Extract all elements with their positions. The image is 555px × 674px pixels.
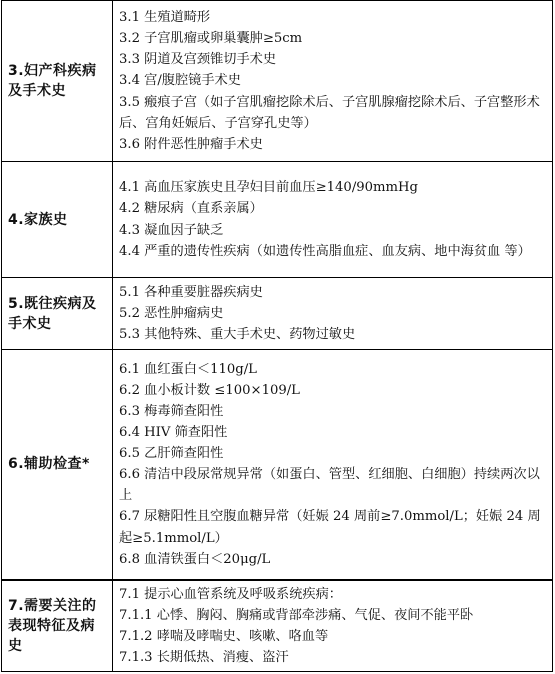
list-item: 6.7 尿糖阳性且空腹血糖异常（妊娠 24 周前≥7.0mmol/L；妊娠 24 周起≥5.1mmol/L） xyxy=(119,509,541,546)
risk-factor-table xyxy=(1,0,553,672)
list-item: 4.3 凝血因子缺乏 xyxy=(119,222,224,238)
list-item: 5.3 其他特殊、重大手术史、药物过敏史 xyxy=(119,327,356,343)
table-row-family-history xyxy=(2,162,553,278)
list-item: 7.1 提示心血管系统及呼吸系统疾病： xyxy=(119,586,342,602)
list-item: 4.2 糖尿病（直系亲属） xyxy=(119,201,263,217)
list-item: 6.5 乙肝筛查阳性 xyxy=(119,446,224,462)
items-cell xyxy=(113,278,553,350)
list-item: 3.4 宫/腹腔镜手术史 xyxy=(119,73,241,89)
list-item: 6.1 血红蛋白＜110g/L xyxy=(119,361,257,377)
table-row-symptoms xyxy=(2,580,553,672)
list-item: 3.3 阴道及宫颈锥切手术史 xyxy=(119,52,277,68)
table-row-past-history xyxy=(2,278,553,350)
list-item: 7.1.1 心悸、胸闷、胸痛或背部牵涉痛、气促、夜间不能平卧 xyxy=(119,607,474,623)
items-cell xyxy=(113,580,553,672)
list-item: 6.8 血清铁蛋白＜20μg/L xyxy=(119,551,271,567)
list-item: 6.3 梅毒筛查阳性 xyxy=(119,403,224,419)
list-item: 4.1 高血压家族史且孕妇目前血压≥140/90mmHg xyxy=(119,180,418,196)
category-cell: 3.妇产科疾病及手术史 xyxy=(2,1,113,162)
category-cell: 6.辅助检查* xyxy=(2,350,113,580)
items-cell xyxy=(113,1,553,162)
list-item: 7.1.3 长期低热、消瘦、盗汗 xyxy=(119,649,289,665)
category-cell: 7.需要关注的表现特征及病史 xyxy=(2,580,113,672)
list-item: 3.1 生殖道畸形 xyxy=(119,10,211,26)
list-item: 3.6 附件恶性肿瘤手术史 xyxy=(119,136,263,152)
items-cell xyxy=(113,350,553,580)
list-item: 6.2 血小板计数 ≤100×109/L xyxy=(119,382,300,398)
table-row-gynecology xyxy=(2,1,553,162)
list-item: 6.4 HIV 筛查阳性 xyxy=(119,425,228,441)
category-cell: 5.既往疾病及手术史 xyxy=(2,278,113,350)
list-item: 6.6 清洁中段尿常规异常（如蛋白、管型、红细胞、白细胞）持续两次以上 xyxy=(119,467,540,504)
list-item: 3.5 瘢痕子宫（如子宫肌瘤挖除术后、子宫肌腺瘤挖除术后、子宫整形术后、宫角妊娠后、子宫穿孔史等） xyxy=(119,94,540,131)
list-item: 4.4 严重的遗传性疾病（如遗传性高脂血症、血友病、地中海贫血 等） xyxy=(119,243,531,259)
list-item: 5.2 恶性肿瘤病史 xyxy=(119,305,224,321)
list-item: 7.1.2 哮喘及哮喘史、咳嗽、咯血等 xyxy=(119,628,329,644)
items-cell xyxy=(113,162,553,278)
list-item: 5.1 各种重要脏器疾病史 xyxy=(119,284,263,300)
category-cell: 4.家族史 xyxy=(2,162,113,278)
table-row-lab-tests xyxy=(2,350,553,580)
list-item: 3.2 子宫肌瘤或卵巢囊肿≥5cm xyxy=(119,31,303,47)
